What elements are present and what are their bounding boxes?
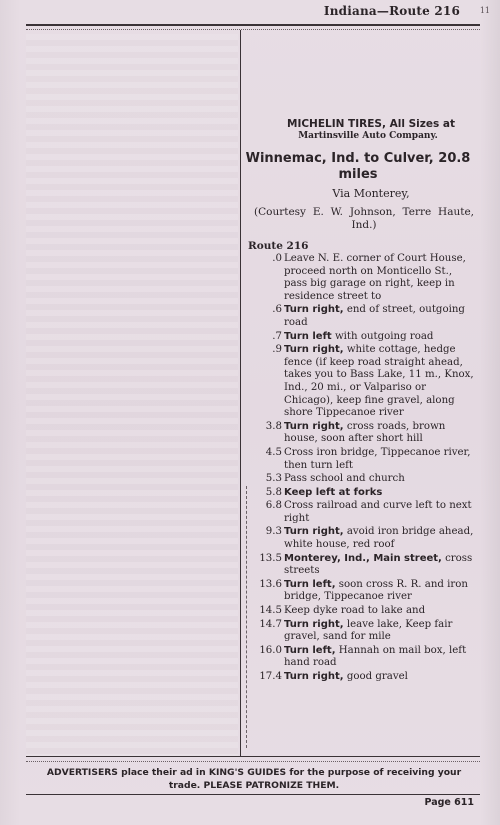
route-entry: [248, 253, 474, 303]
entry-detail: good gravel: [343, 671, 408, 682]
route-entry: [248, 579, 474, 604]
entry-detail: Cross iron bridge, Tippecanoe river, then turn left: [284, 446, 471, 471]
top-dotted-rule: [26, 29, 480, 30]
route-entry: [248, 605, 474, 618]
route-entry: [248, 553, 474, 578]
route-title: Winnemac, Ind. to Culver, 20.8 miles: [245, 151, 471, 182]
entry-text: [284, 526, 473, 550]
entry-direction: Turn left,: [284, 644, 336, 656]
entry-detail: leave lake, Keep fair gravel, sand for mile: [284, 618, 453, 643]
entry-mileage: 16.0: [259, 644, 282, 656]
entry-mileage: 14.5: [259, 605, 282, 617]
route-entry: [248, 645, 474, 670]
entry-detail: Keep dyke road to lake and: [284, 605, 426, 617]
route-entry: [248, 304, 474, 329]
entry-text: [284, 253, 466, 302]
entry-mileage: 6.8: [265, 500, 282, 512]
entry-direction: Turn right,: [284, 526, 344, 538]
entry-text: [284, 331, 433, 342]
entry-mileage: 5.3: [265, 473, 282, 485]
route-entry: [248, 487, 474, 500]
entry-text: [284, 671, 408, 682]
top-rule: [26, 24, 480, 26]
route-entry: [248, 331, 474, 344]
entry-mileage: .0: [272, 253, 282, 264]
route-entry: [248, 671, 474, 684]
entry-detail: avoid iron bridge ahead, white house, red roof: [284, 526, 474, 551]
route-number: Route 216: [248, 240, 309, 252]
page-number: Page 611: [424, 797, 474, 808]
entry-text: [284, 447, 471, 471]
route-entries: [248, 253, 474, 684]
entry-detail: cross roads, brown house, soon after short hill: [284, 420, 446, 445]
route-entry: [248, 473, 474, 486]
page-corner-mark: 11: [479, 6, 490, 15]
entry-mileage: 17.4: [259, 671, 282, 682]
entry-detail: Pass school and church: [284, 473, 405, 485]
entry-text: [284, 304, 465, 328]
route-courtesy: (Courtesy E. W. Johnson, Terre Haute, Ind.): [254, 206, 474, 231]
entry-detail: soon cross R. R. and iron bridge, Tippecanoe river: [284, 578, 468, 603]
entry-text: [284, 421, 445, 445]
entry-direction: Turn right,: [284, 420, 344, 432]
column-divider: [240, 30, 241, 756]
entry-text: [284, 579, 468, 603]
route-entry: [248, 619, 474, 644]
entry-text: [284, 619, 452, 643]
route-via: Via Monterey,: [332, 187, 410, 200]
entry-detail: Leave N. E. corner of Court House, proceed north on Monticello St., pass big garage on right, keep in residence street to: [284, 253, 466, 302]
entry-direction: Turn right,: [284, 671, 344, 682]
entry-detail: end of street, outgoing road: [284, 304, 465, 328]
entry-direction: Keep left at forks: [284, 486, 383, 498]
route-entry: [248, 344, 474, 420]
route-entry: [248, 526, 474, 551]
entry-mileage: .7: [272, 330, 282, 342]
entry-direction: Turn right,: [284, 304, 344, 316]
entry-text: [284, 500, 472, 524]
entry-direction: Turn right,: [284, 618, 344, 630]
entry-text: [284, 473, 405, 484]
route-column: [245, 118, 474, 685]
entry-mileage: .9: [272, 344, 282, 356]
margin-bracket: [246, 486, 247, 748]
entry-detail: Hannah on mail box, left hand road: [284, 644, 467, 669]
bottom-dotted-rule: [26, 761, 480, 762]
entry-direction: Monterey, Ind., Main street,: [284, 552, 442, 564]
blank-left-column: [26, 34, 238, 756]
entry-mileage: 13.5: [259, 552, 282, 564]
entry-mileage: 5.8: [265, 486, 282, 498]
route-entry: [248, 447, 474, 472]
advertisement-subline: Martinsville Auto Company.: [298, 131, 438, 141]
advertisement-line: MICHELIN TIRES, All Sizes at: [287, 118, 455, 130]
entry-direction: Turn left,: [284, 578, 336, 590]
running-head: Indiana—Route 216: [323, 4, 460, 18]
entry-detail: white cottage, hedge fence (if keep road straight ahead, takes you to Bass Lake, 11 m., Knox, Ind., 20 mi., or Valpariso or Chicago), keep fine gravel, along shore Tippecanoe river: [284, 344, 474, 419]
entry-mileage: .6: [272, 304, 282, 316]
footer-rule: [26, 794, 480, 795]
entry-detail: cross streets: [284, 552, 473, 577]
entry-mileage: 9.3: [265, 526, 282, 538]
route-entry: [248, 421, 474, 446]
entry-detail: with outgoing road: [331, 330, 434, 342]
entry-mileage: 3.8: [265, 420, 282, 432]
entry-direction: Turn right,: [284, 344, 344, 356]
bottom-rule: [26, 756, 480, 757]
entry-text: [284, 605, 425, 616]
entry-text: [284, 487, 382, 498]
entry-text: [284, 553, 472, 577]
entry-text: [284, 344, 474, 418]
entry-detail: Cross railroad and curve left to next right: [284, 500, 472, 524]
entry-mileage: 14.7: [259, 618, 282, 630]
advertisers-notice: ADVERTISERS place their ad in KING'S GUIDES for the purpose of receiving your trade. PLEASE PATRONIZE THEM.: [46, 767, 462, 791]
entry-direction: Turn left: [284, 330, 332, 342]
entry-text: [284, 645, 466, 669]
entry-mileage: 4.5: [265, 446, 282, 458]
route-entry: [248, 500, 474, 525]
entry-mileage: 13.6: [259, 578, 282, 590]
